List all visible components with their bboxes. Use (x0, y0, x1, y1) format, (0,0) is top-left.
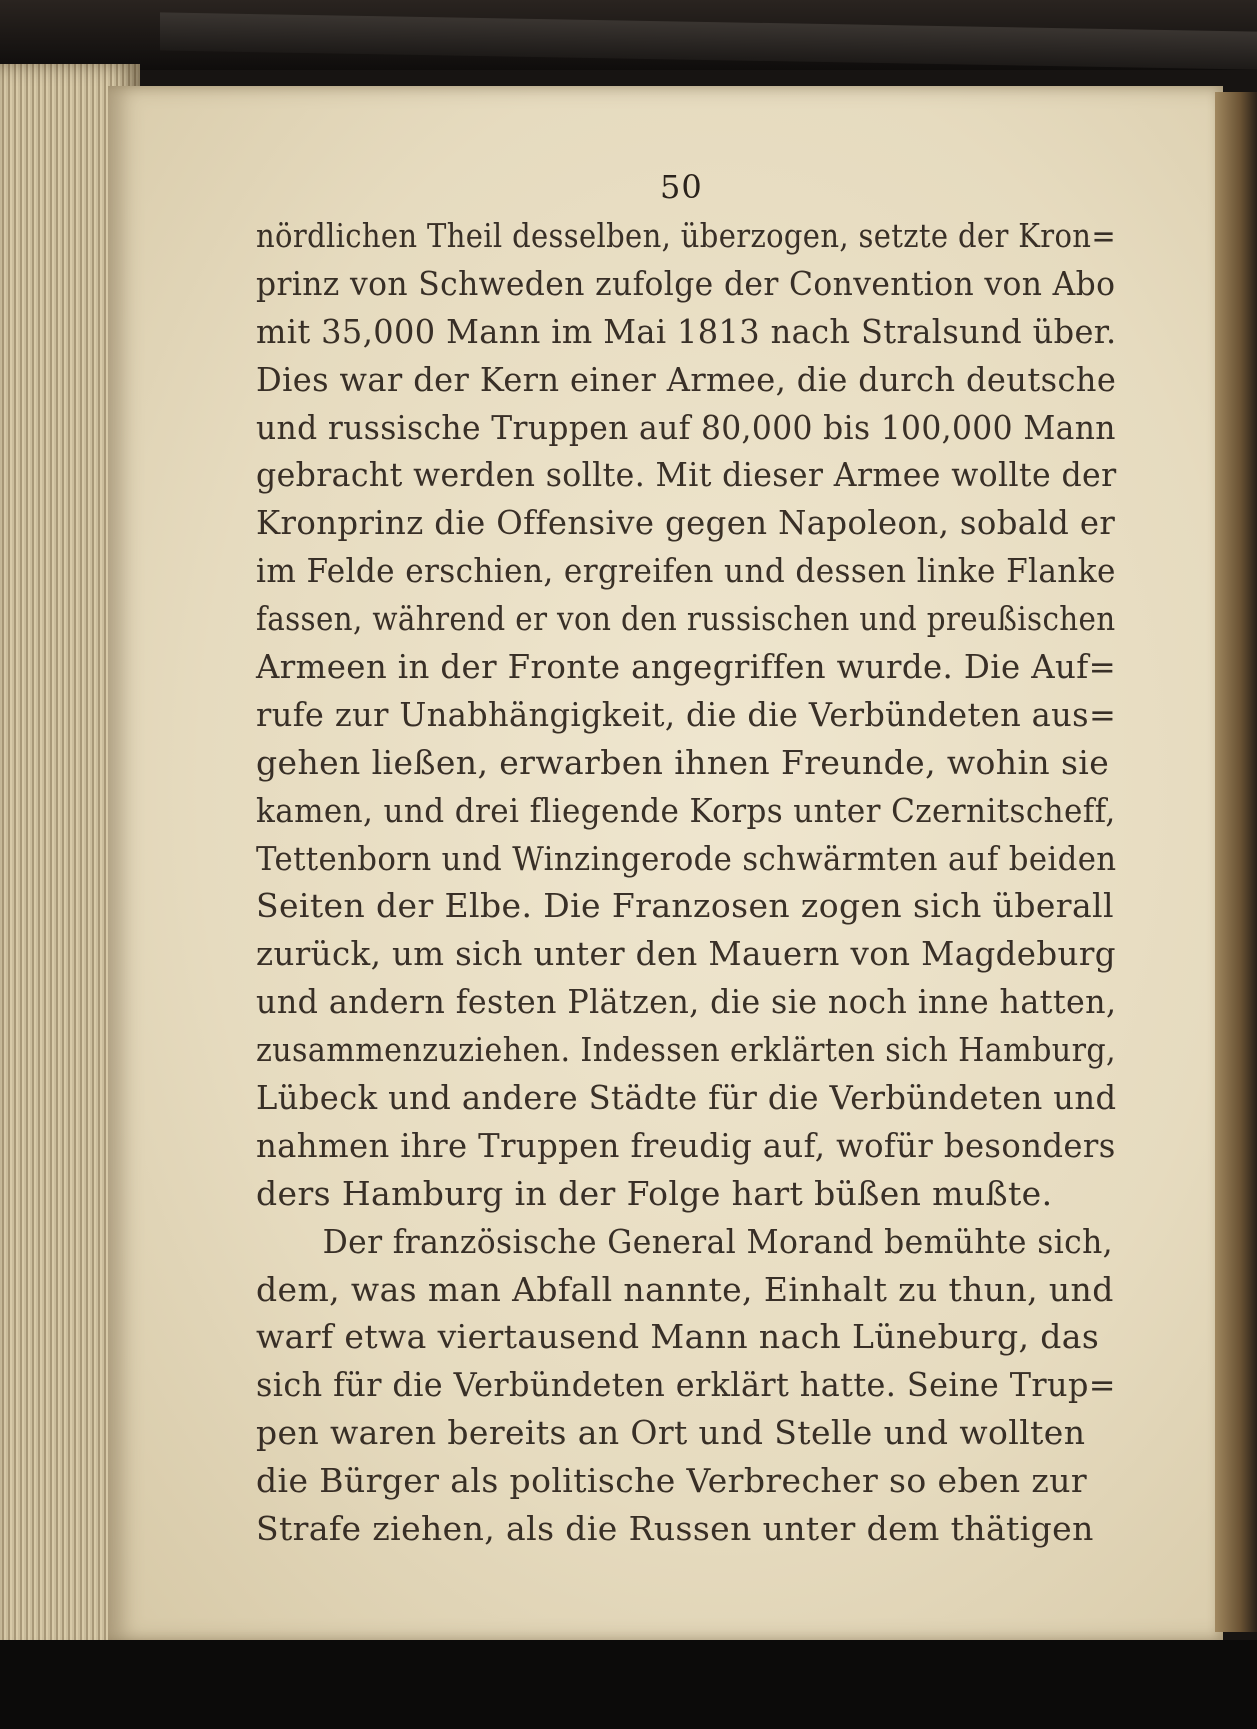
text-line: Strafe ziehen, als die Russen unter dem thätigen (256, 1509, 1094, 1549)
text-line-paragraph-start: Der französische General Morand bemühte sich, (322, 1221, 1114, 1261)
text-line: Dies war der Kern einer Armee, die durch deutsche (256, 359, 1117, 399)
text-line: und andern festen Plätzen, die sie noch inne hatten, (256, 982, 1117, 1022)
text-line: Kronprinz die Offensive gegen Napoleon, sobald er (256, 503, 1116, 543)
text-line: Lübeck und andere Städte für die Verbündeten und (256, 1078, 1117, 1118)
text-line: mit 35,000 Mann im Mai 1813 nach Stralsund über. (256, 311, 1117, 351)
text-line: und russische Truppen auf 80,000 bis 100,000 Mann (256, 407, 1116, 447)
text-line: gehen ließen, erwarben ihnen Freunde, wohin sie (256, 742, 1110, 782)
text-line: warf etwa viertausend Mann nach Lüneburg, das (256, 1317, 1100, 1357)
text-line: sich für die Verbündeten erklärt hatte. Seine Trup= (256, 1365, 1116, 1405)
text-line: gebracht werden sollte. Mit dieser Armee wollte der (256, 455, 1117, 495)
text-line: prinz von Schweden zufolge der Convention von Abo (256, 263, 1116, 303)
page-right-edge (1215, 92, 1257, 1632)
text-line: rufe zur Unabhängigkeit, die die Verbündeten aus= (256, 694, 1117, 734)
text-line: kamen, und drei fliegende Korps unter Czernitscheff, (256, 790, 1116, 830)
text-line: Armeen in der Fronte angegriffen wurde. Die Auf= (256, 647, 1117, 687)
text-line: zusammenzuziehen. Indessen erklärten sich Hamburg, (256, 1030, 1116, 1070)
page-number: 50 (660, 168, 703, 206)
page-text (256, 212, 1116, 1553)
text-line: zurück, um sich unter den Mauern von Magdeburg (256, 934, 1116, 974)
text-line: Seiten der Elbe. Die Franzosen zogen sich überall (256, 886, 1114, 926)
text-line: nördlichen Theil desselben, überzogen, setzte der Kron= (256, 216, 1116, 255)
text-line: dem, was man Abfall nannte, Einhalt zu thun, und (256, 1269, 1114, 1309)
text-line: pen waren bereits an Ort und Stelle und wollten (256, 1413, 1086, 1453)
text-line: die Bürger als politische Verbrecher so eben zur (256, 1461, 1088, 1501)
book-cover-bottom (0, 1640, 1257, 1729)
text-line: fassen, während er von den russischen und preußischen (256, 599, 1116, 639)
text-line: Tettenborn und Winzingerode schwärmten auf beiden (256, 838, 1117, 878)
text-line: ders Hamburg in der Folge hart büßen mußte. (256, 1173, 1053, 1213)
text-line: nahmen ihre Truppen freudig auf, wofür besonders (256, 1125, 1116, 1165)
text-line: im Felde erschien, ergreifen und dessen linke Flanke (256, 551, 1116, 591)
